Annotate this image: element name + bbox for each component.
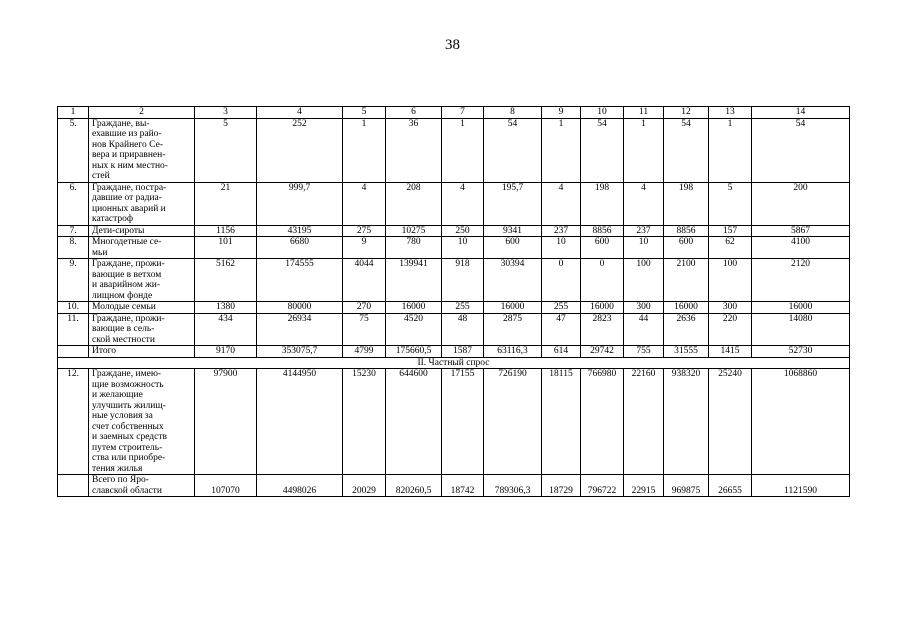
row-category: Граждане, прожи- вающие в ветхом и аварийном жи- лищном фонде [89, 259, 195, 302]
table-cell: 16000 [484, 302, 542, 314]
table-cell: 0 [581, 259, 624, 302]
table-cell: 100 [709, 259, 752, 302]
table-cell: 22915 [624, 475, 664, 497]
table-cell: 237 [624, 225, 664, 237]
table-cell: 195,7 [484, 182, 542, 225]
table-cell: 755 [624, 346, 664, 358]
table-cell: 75 [343, 313, 386, 346]
table-cell: 14080 [752, 313, 850, 346]
table-cell: 766980 [581, 369, 624, 475]
table-cell: 16000 [386, 302, 442, 314]
row-category: Граждане, постра- давшие от радиа- ционных аварий и катастроф [89, 182, 195, 225]
table-row [58, 182, 850, 225]
row-number [58, 346, 89, 358]
column-number: 11 [624, 107, 664, 119]
table-cell: 62 [709, 237, 752, 259]
table-cell: 10 [442, 237, 484, 259]
table-cell: 2875 [484, 313, 542, 346]
table-row [58, 346, 850, 358]
table-row [58, 118, 850, 182]
column-number: 6 [386, 107, 442, 119]
column-number: 1 [58, 107, 89, 119]
table-cell: 5 [709, 182, 752, 225]
table-cell: 1 [624, 118, 664, 182]
table-cell: 107070 [195, 475, 257, 497]
table-cell: 5162 [195, 259, 257, 302]
row-number: 6. [58, 182, 89, 225]
table-cell: 300 [624, 302, 664, 314]
row-number: 12. [58, 369, 89, 475]
table-cell: 237 [542, 225, 581, 237]
table-cell: 353075,7 [257, 346, 343, 358]
table-cell: 26934 [257, 313, 343, 346]
table-cell: 2636 [664, 313, 709, 346]
table-cell: 8856 [581, 225, 624, 237]
table-cell: 252 [257, 118, 343, 182]
table-cell: 938320 [664, 369, 709, 475]
table-cell: 4520 [386, 313, 442, 346]
table-cell: 780 [386, 237, 442, 259]
table-cell: 6680 [257, 237, 343, 259]
table-cell: 8856 [664, 225, 709, 237]
table-cell: 54 [581, 118, 624, 182]
table-cell: 54 [484, 118, 542, 182]
table-cell: 208 [386, 182, 442, 225]
column-number: 5 [343, 107, 386, 119]
row-number: 9. [58, 259, 89, 302]
row-category: Молодые семьи [89, 302, 195, 314]
table-cell: 10275 [386, 225, 442, 237]
table-cell: 1 [343, 118, 386, 182]
row-number: 11. [58, 313, 89, 346]
row-category: Граждане, имею- щие возможность и желающие улучшить жилищ- ные условия за счет собственных и заемных средств путем строитель- ства или приобре- тения жилья [89, 369, 195, 475]
table-cell: 270 [343, 302, 386, 314]
table-cell: 80000 [257, 302, 343, 314]
column-number: 3 [195, 107, 257, 119]
row-category: Граждане, прожи- вающие в сель- ской местности [89, 313, 195, 346]
table-cell: 18729 [542, 475, 581, 497]
table-cell: 31555 [664, 346, 709, 358]
column-number: 10 [581, 107, 624, 119]
table-cell: 4100 [752, 237, 850, 259]
column-number: 8 [484, 107, 542, 119]
housing-demand-table [57, 106, 850, 497]
table-row [58, 475, 850, 497]
table-cell: 4799 [343, 346, 386, 358]
row-number: 8. [58, 237, 89, 259]
table-cell: 198 [581, 182, 624, 225]
table-cell: 54 [664, 118, 709, 182]
table-cell: 4044 [343, 259, 386, 302]
table-cell: 54 [752, 118, 850, 182]
section-title: II. Частный спрос [58, 357, 850, 369]
table-cell: 22160 [624, 369, 664, 475]
table-row [58, 259, 850, 302]
row-number [58, 475, 89, 497]
table-row [58, 225, 850, 237]
table-cell: 4 [442, 182, 484, 225]
row-category: Дети-сироты [89, 225, 195, 237]
table-cell: 300 [709, 302, 752, 314]
table-cell: 26655 [709, 475, 752, 497]
column-number-row [58, 107, 850, 119]
table-cell: 21 [195, 182, 257, 225]
table-cell: 4498026 [257, 475, 343, 497]
table-cell: 999,7 [257, 182, 343, 225]
table-cell: 20029 [343, 475, 386, 497]
table-cell: 30394 [484, 259, 542, 302]
table-cell: 16000 [752, 302, 850, 314]
table-cell: 10 [624, 237, 664, 259]
table-cell: 4144950 [257, 369, 343, 475]
table-cell: 0 [542, 259, 581, 302]
table-cell: 600 [484, 237, 542, 259]
table-cell: 1415 [709, 346, 752, 358]
table-cell: 4 [343, 182, 386, 225]
table-cell: 5 [195, 118, 257, 182]
table-cell: 139941 [386, 259, 442, 302]
table-cell: 174555 [257, 259, 343, 302]
table-cell: 2823 [581, 313, 624, 346]
table-cell: 157 [709, 225, 752, 237]
table-cell: 47 [542, 313, 581, 346]
table-cell: 1 [709, 118, 752, 182]
table-cell: 255 [542, 302, 581, 314]
table-cell: 4 [624, 182, 664, 225]
table-cell: 789306,3 [484, 475, 542, 497]
table-cell: 1156 [195, 225, 257, 237]
table-cell: 2100 [664, 259, 709, 302]
row-category: Всего по Яро- славской области [89, 475, 195, 497]
table-cell: 918 [442, 259, 484, 302]
column-number: 13 [709, 107, 752, 119]
table-cell: 1 [542, 118, 581, 182]
table-cell: 15230 [343, 369, 386, 475]
table-cell: 175660,5 [386, 346, 442, 358]
section-row [58, 357, 850, 369]
row-category: Многодетные се- мьи [89, 237, 195, 259]
row-category: Итого [89, 346, 195, 358]
table-cell: 255 [442, 302, 484, 314]
table-cell: 275 [343, 225, 386, 237]
table-cell: 726190 [484, 369, 542, 475]
row-category: Граждане, вы- ехавшие из райо- нов Крайнего Се- вера и приравнен- ных к ним местно- стей [89, 118, 195, 182]
table-cell: 18115 [542, 369, 581, 475]
table-cell: 52730 [752, 346, 850, 358]
column-number: 12 [664, 107, 709, 119]
table-cell: 1068860 [752, 369, 850, 475]
table-cell: 9 [343, 237, 386, 259]
table-cell: 44 [624, 313, 664, 346]
table-cell: 97900 [195, 369, 257, 475]
row-number: 5. [58, 118, 89, 182]
column-number: 14 [752, 107, 850, 119]
table-cell: 36 [386, 118, 442, 182]
table-cell: 43195 [257, 225, 343, 237]
table-row [58, 313, 850, 346]
table-cell: 63116,3 [484, 346, 542, 358]
table-cell: 250 [442, 225, 484, 237]
table-cell: 9341 [484, 225, 542, 237]
table-cell: 434 [195, 313, 257, 346]
table-cell: 1121590 [752, 475, 850, 497]
table-cell: 16000 [581, 302, 624, 314]
table-cell: 1380 [195, 302, 257, 314]
table-cell: 9170 [195, 346, 257, 358]
table-cell: 614 [542, 346, 581, 358]
table-cell: 600 [581, 237, 624, 259]
table-cell: 101 [195, 237, 257, 259]
table-cell: 100 [624, 259, 664, 302]
page-number: 38 [445, 37, 460, 53]
table-cell: 644600 [386, 369, 442, 475]
row-number: 7. [58, 225, 89, 237]
table-cell: 220 [709, 313, 752, 346]
table-cell: 1587 [442, 346, 484, 358]
table-cell: 600 [664, 237, 709, 259]
table-cell: 198 [664, 182, 709, 225]
table-cell: 200 [752, 182, 850, 225]
column-number: 2 [89, 107, 195, 119]
table-row [58, 237, 850, 259]
table-cell: 29742 [581, 346, 624, 358]
row-number: 10. [58, 302, 89, 314]
table-cell: 48 [442, 313, 484, 346]
table-cell: 16000 [664, 302, 709, 314]
column-number: 9 [542, 107, 581, 119]
table-cell: 4 [542, 182, 581, 225]
table-cell: 796722 [581, 475, 624, 497]
table-cell: 820260,5 [386, 475, 442, 497]
table-row [58, 369, 850, 475]
column-number: 7 [442, 107, 484, 119]
table-cell: 5867 [752, 225, 850, 237]
table-cell: 17155 [442, 369, 484, 475]
table-cell: 1 [442, 118, 484, 182]
table-row [58, 302, 850, 314]
table-cell: 10 [542, 237, 581, 259]
table-cell: 2120 [752, 259, 850, 302]
table-cell: 18742 [442, 475, 484, 497]
table-cell: 25240 [709, 369, 752, 475]
column-number: 4 [257, 107, 343, 119]
table-cell: 969875 [664, 475, 709, 497]
